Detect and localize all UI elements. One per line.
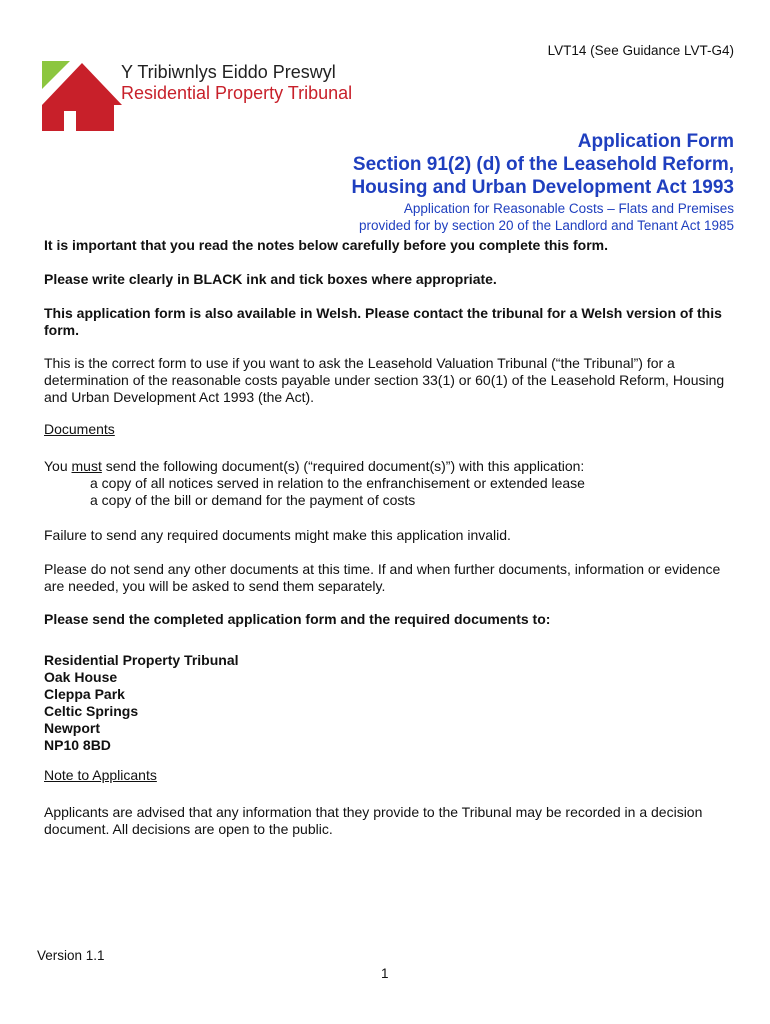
documents-lead-after: send the following document(s) (“required document(s)”) with this application: [101, 458, 585, 474]
documents-lead [44, 458, 734, 475]
title-block [351, 130, 734, 234]
notice-welsh-available: This application form is also available in Welsh. Please contact the tribunal for a Welsh version of this form. [44, 305, 722, 338]
intro-paragraph: This is the correct form to use if you want to ask the Leasehold Valuation Tribunal (“the Tribunal”) for a determination of the reasonable costs payable under section 33(1) or 60(1) of the Leasehold Reform, Housing and Urban Development Act 1993 (the Act). [44, 355, 725, 405]
document-item: a copy of the bill or demand for the payment of costs [90, 492, 416, 508]
documents-lead-before: You [44, 458, 72, 474]
send-to-instruction: Please send the completed application form and the required documents to: [44, 611, 551, 627]
logo-english-name: Residential Property Tribunal [121, 83, 353, 103]
no-other-documents: Please do not send any other documents at this time. If and when further documents, information or evidence are needed, you will be asked to send them separately. [44, 561, 721, 594]
tribunal-address [44, 652, 734, 754]
address-line: Celtic Springs [44, 703, 139, 719]
note-heading: Note to Applicants [44, 767, 157, 783]
title-act: Housing and Urban Development Act 1993 [351, 177, 734, 198]
title-application-form: Application Form [577, 131, 734, 152]
subtitle-line1: Application for Reasonable Costs – Flats and Premises [403, 201, 734, 216]
documents-heading: Documents [44, 421, 115, 437]
address-line: NP10 8BD [44, 737, 111, 753]
address-line: Newport [44, 720, 100, 736]
title-section: Section 91(2) (d) of the Leasehold Reform, [352, 154, 734, 175]
version-label: Version 1.1 [37, 948, 105, 963]
note-text: Applicants are advised that any information that they provide to the Tribunal may be recorded in a decision document. All decisions are open to the public. [44, 804, 703, 837]
document-item: a copy of all notices served in relation to the enfranchisement or extended lease [90, 475, 585, 491]
notice-black-ink: Please write clearly in BLACK ink and tick boxes where appropriate. [44, 271, 497, 287]
notice-read-notes: It is important that you read the notes below carefully before you complete this form. [44, 237, 608, 253]
logo-welsh-name: Y Tribiwnlys Eiddo Preswyl [121, 62, 336, 82]
documents-lead-must: must [71, 458, 102, 474]
form-reference: LVT14 (See Guidance LVT-G4) [547, 43, 734, 58]
page-number: 1 [381, 966, 389, 981]
address-line: Cleppa Park [44, 686, 125, 702]
failure-warning: Failure to send any required documents might make this application invalid. [44, 527, 511, 543]
subtitle-line2: provided for by section 20 of the Landlord and Tenant Act 1985 [358, 218, 734, 233]
address-line: Oak House [44, 669, 118, 685]
address-line: Residential Property Tribunal [44, 652, 239, 668]
